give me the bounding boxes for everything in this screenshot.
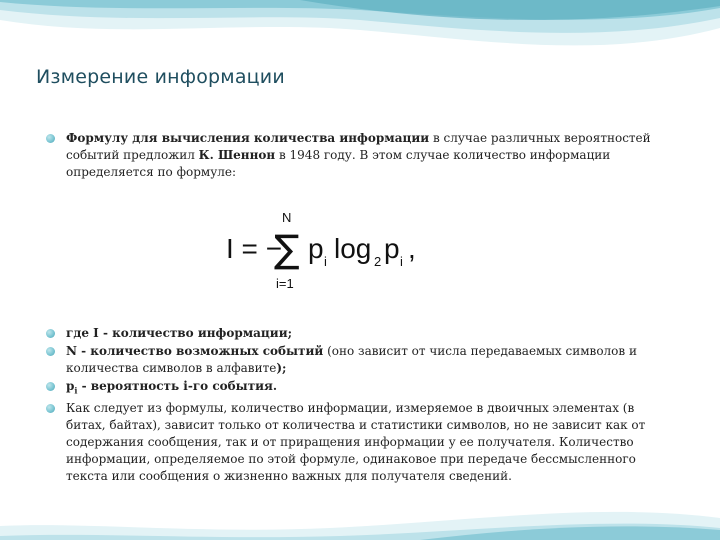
formula-sub-i1: i [324,254,327,269]
list-item-i [46,325,658,342]
list-item-n-tail: ); [276,361,287,375]
formula-p1: p [308,233,324,264]
list-item-p-symbol: p [66,379,75,393]
formula-sigma: ∑ [274,227,300,271]
intro-author: К. Шеннон [198,148,276,162]
intro-bold-text: Формулу для вычисления количества информации [66,131,430,145]
intro-paragraph [46,130,656,181]
list-item-n-text: (оно зависит от числа передаваемых символов и количества символов в алфавите [66,344,637,375]
formula-sub-i2: i [400,254,403,269]
intro-text-2: в 1948 году. В этом случае количество информации определяется по формуле: [66,148,611,179]
shannon-formula [220,204,418,296]
formula-lhs: I = − [226,233,283,264]
slide-title: Измерение информации [36,66,285,88]
list-item-p-text: - вероятность i-го события. [77,379,278,393]
list-item-conclusion-text: Как следует из формулы, количество информации, измеряемое в двоичных элементах (в битах, байтах), зависит только от количества и статистики символов, но не зависит как от содержания сообщения, так и от приращения информации у ее получателя. Количество информации, определяемое по этой формуле, одинаковое при передаче бессмысленного текста или сообщения о жизненно важных для получателя сведений. [66,401,646,484]
formula-log-base: 2 [374,254,382,269]
list-item-n [46,343,658,377]
bullet-icon [46,382,55,391]
formula-tail: , [408,233,416,264]
list-item-p [46,378,658,399]
list-item-n-bold: N - количество возможных событий [66,344,324,358]
formula-p2: p [384,233,400,264]
formula-sum-upper: N [282,210,292,225]
intro-text-1: в случае различных вероятностей событий предложил [66,131,651,162]
intro-item [46,130,656,181]
explanation-list [46,325,658,486]
list-item-i-text: где I - количество информации; [66,326,293,340]
bottom-wave-decoration [0,492,720,540]
formula-log: log [334,233,372,264]
bullet-icon [46,404,55,413]
bullet-icon [46,329,55,338]
bullet-icon [46,347,55,356]
list-item-p-sub: i [74,385,78,396]
bullet-icon [46,134,55,143]
list-item-conclusion [46,400,658,485]
formula-sum-lower: i=1 [276,276,294,291]
